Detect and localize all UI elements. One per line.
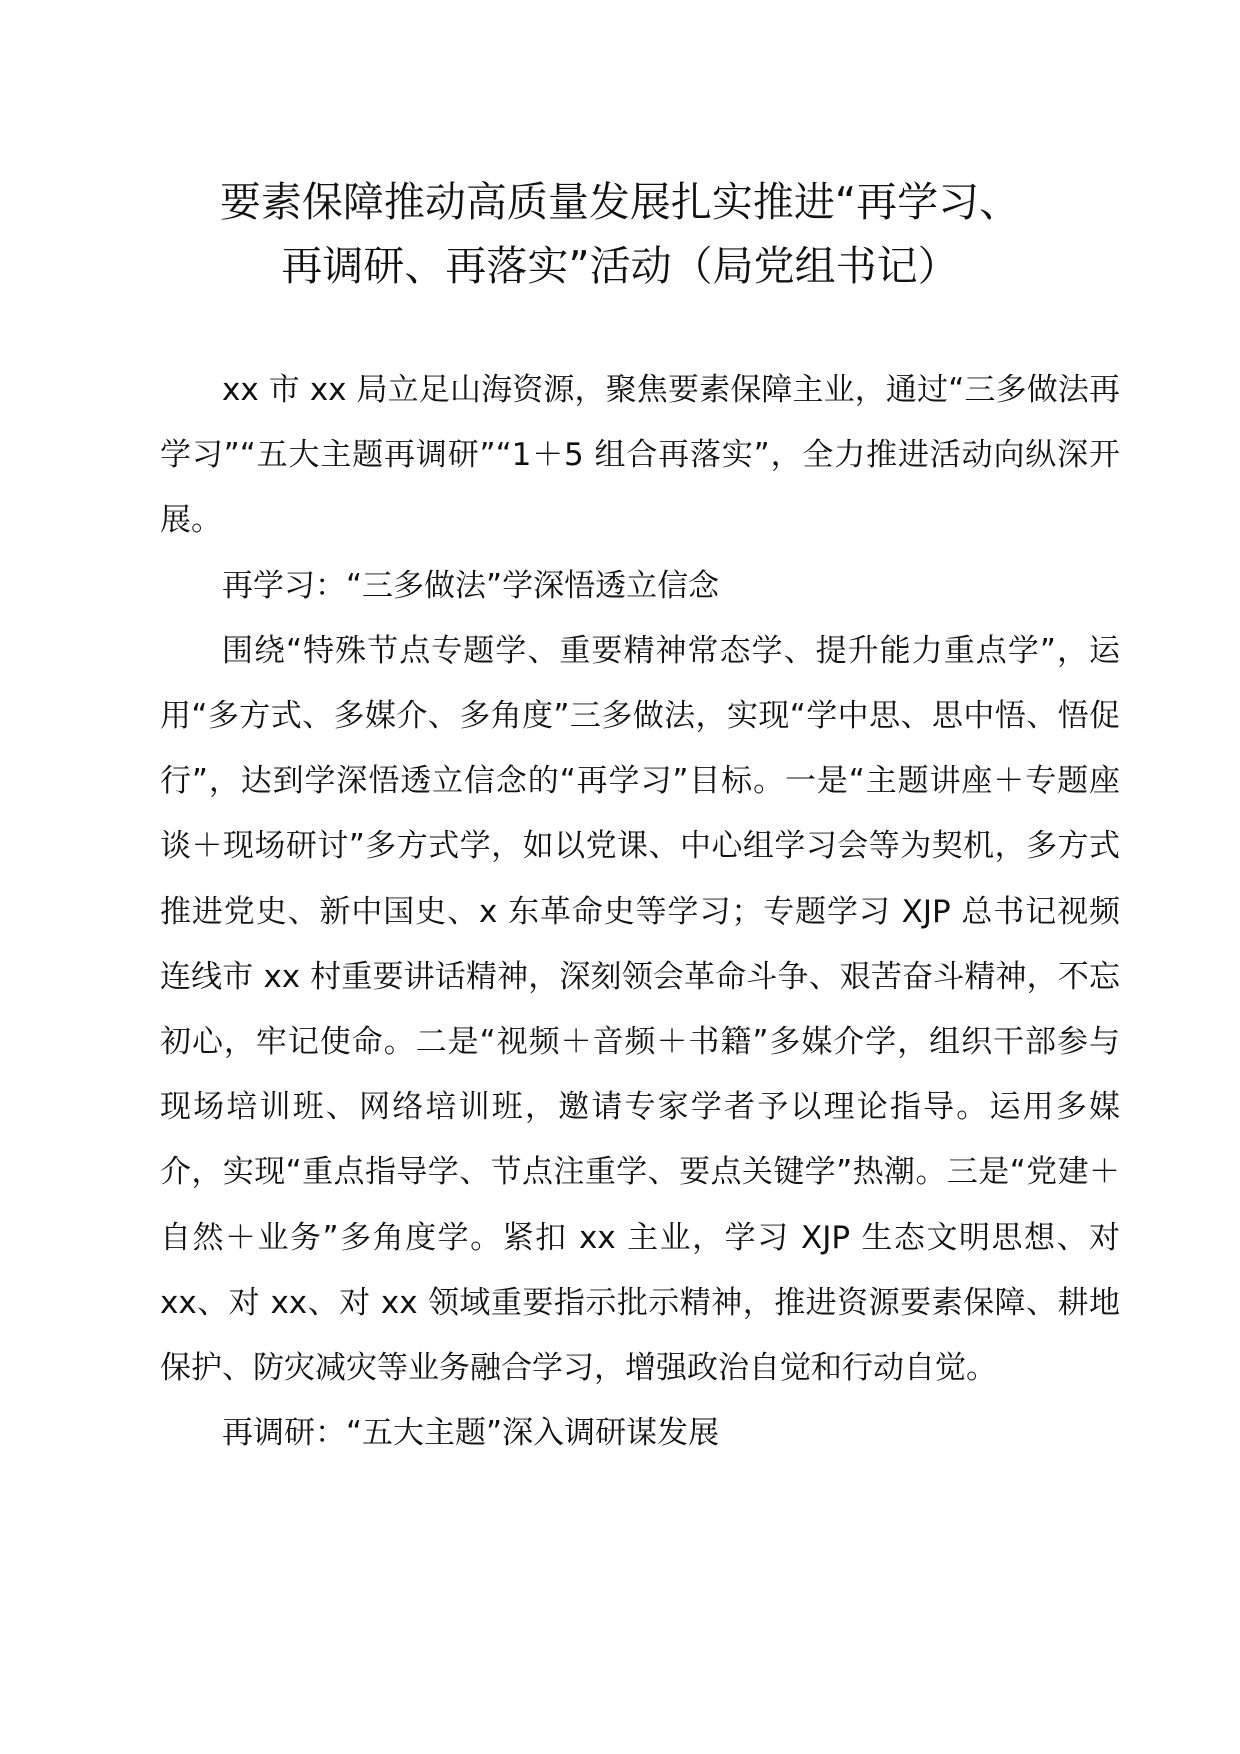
- title-line-1: 要素保障推动高质量发展扎实推进“再学习、: [219, 178, 1021, 226]
- section-heading-research: 再调研：“五大主题”深入调研谋发展: [222, 1415, 720, 1452]
- paragraph-relearn: 围绕“特殊节点专题学、重要精神常态学、提升能力重点学”，运用“多方式、多媒介、多角度”三多做法，实现“学中思、思中悟、悟促行”，达到学深悟透立信念的“再学习”目标。一是“主题讲座＋专题座谈＋现场研讨”多方式学，如以党课、中心组学习会等为契机，多方式推进党史、新中国史、x 东革命史等学习；专题学习 XJP 总书记视频连线市 xx 村重要讲话精神，深刻领会革命斗争、艰苦奋斗精神，不忘初心，牢记使命。二是“视频＋音频＋书籍”多媒介学，组织干部参与现场培训班、网络培训班，邀请专家学者予以理论指导。运用多媒介，实现“重点指导学、节点注重学、要点关键学”热潮。三是“党建＋自然＋业务”多角度学。紧扣 xx 主业，学习 XJP 生态文明思想、对 xx、对 xx、对 xx 领域重要指示批示精神，推进资源要素保障、耕地保护、防灾减灾等业务融合学习，增强政治自觉和行动自觉。: [160, 632, 1120, 1387]
- document-body: [160, 358, 1120, 1466]
- title-line-2: 再调研、再落实”活动（局党组书记）: [281, 242, 959, 290]
- section-heading-relearn: 再学习：“三多做法”学深悟透立信念: [222, 567, 720, 604]
- document-title: [120, 170, 1120, 298]
- paragraph-intro: xx 市 xx 局立足山海资源，聚焦要素保障主业，通过“三多做法再学习”“五大主题再调研”“1＋5 组合再落实”，全力推进活动向纵深开展。: [160, 372, 1120, 539]
